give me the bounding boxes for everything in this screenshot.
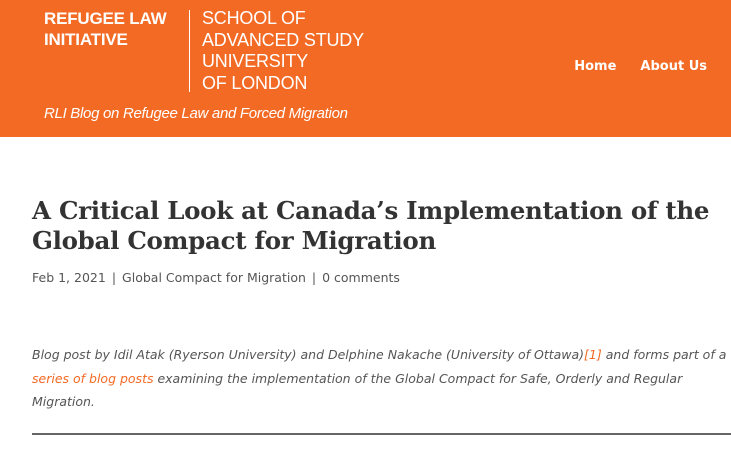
logo-sas-line-2: ADVANCED STUDY	[202, 29, 364, 50]
logo-sas-line-1: SCHOOL OF	[202, 8, 306, 28]
meta-separator: |	[311, 270, 317, 285]
intro-text-1: Blog post by Idil Atak (Ryerson University) and Delphine Nakache (University of Ottawa)	[32, 347, 585, 362]
meta-separator: |	[111, 270, 117, 285]
logo-sas-text	[202, 8, 392, 94]
post-date: Feb 1, 2021	[32, 270, 106, 285]
intro-text-3: examining the implementation of the Global Compact for Safe, Orderly and Regular Migration.	[32, 370, 683, 409]
post-title: A Critical Look at Canada’s Implementation of the Global Compact for Migration	[32, 196, 710, 255]
footnote-link[interactable]: [1]	[584, 347, 602, 362]
logo-sas-line-3: UNIVERSITY	[202, 51, 309, 71]
intro-text-2: and forms part of a	[601, 347, 727, 362]
logo-sas-line-4: OF LONDON	[202, 72, 308, 93]
logo-rli-line-2: INITIATIVE	[44, 30, 128, 49]
logo-rli-text	[44, 8, 184, 50]
nav-about-link[interactable]: About Us	[640, 59, 707, 74]
post-intro	[32, 343, 731, 414]
post-comments-link[interactable]: 0 comments	[322, 270, 400, 285]
site-tagline: RLI Blog on Refugee Law and Forced Migration	[44, 105, 348, 122]
post-category-link[interactable]: Global Compact for Migration	[122, 270, 306, 285]
post-meta	[32, 270, 400, 285]
content-divider	[32, 433, 731, 435]
logo-rli-line-1: REFUGEE LAW	[44, 9, 167, 28]
logo-divider	[189, 10, 190, 92]
site-header	[0, 0, 731, 137]
nav-home-link[interactable]: Home	[574, 59, 617, 74]
series-link[interactable]: series of blog posts	[32, 370, 154, 386]
main-nav	[574, 59, 707, 74]
